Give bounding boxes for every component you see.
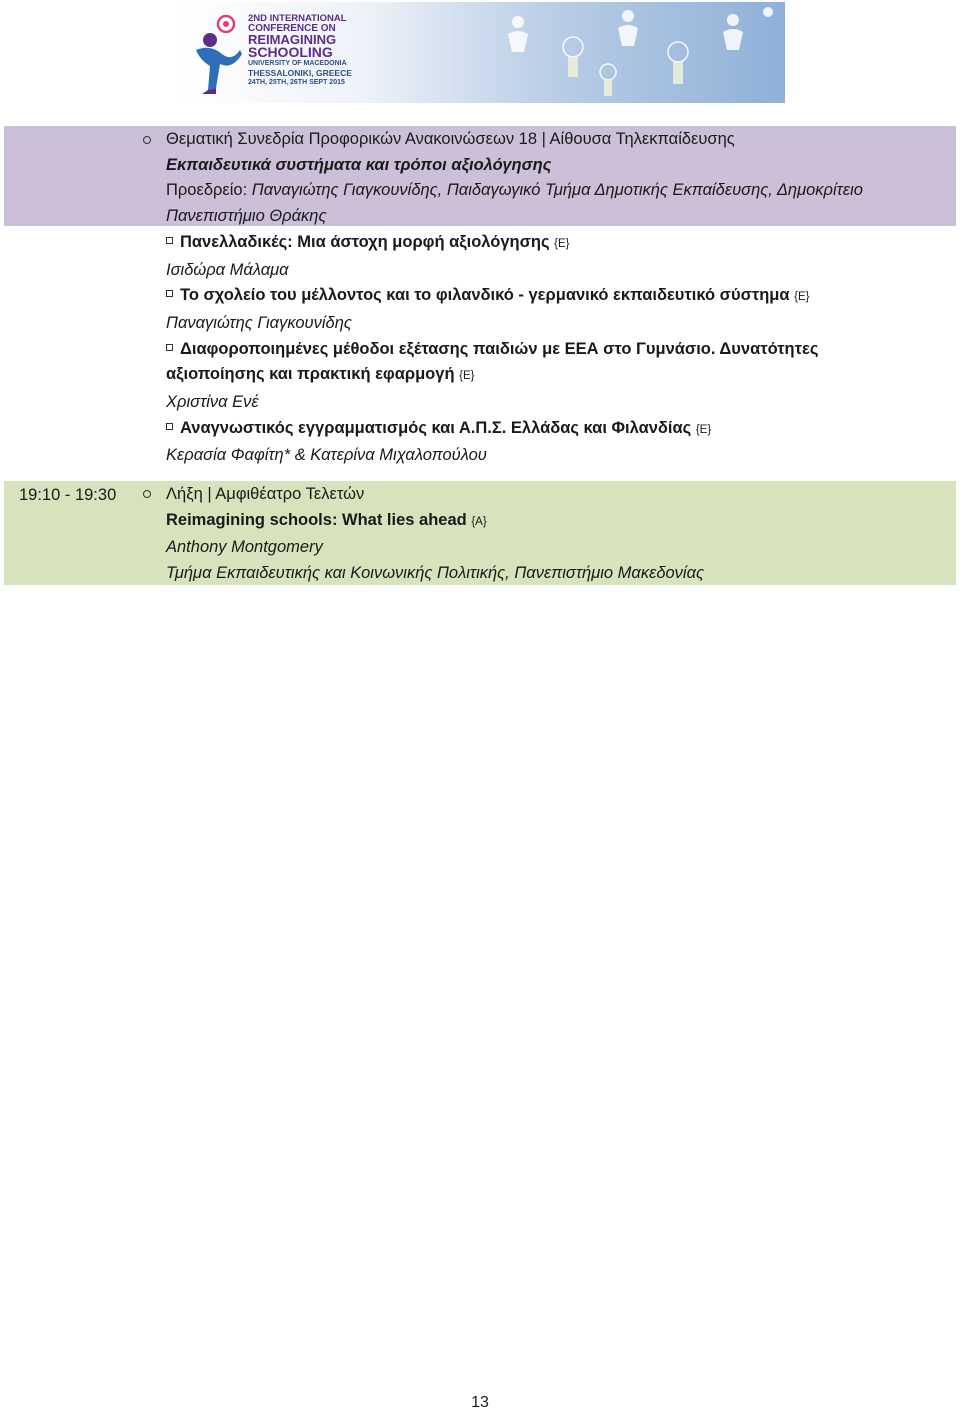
paper-authors: Ισιδώρα Μάλαμα <box>166 260 289 279</box>
session-18-block <box>4 126 956 465</box>
session-header: Θεματική Συνεδρία Προφορικών Ανακοινώσεων 18 | Αίθουσα Τηλεκπαίδευσης <box>166 130 735 148</box>
keynote-affiliation: Τμήμα Εκπαιδευτικής και Κοινωνικής Πολιτικής, Πανεπιστήμιο Μακεδονίας <box>166 564 705 583</box>
paper-bullet-icon <box>166 423 173 430</box>
paper-tag: {Ε} <box>459 370 475 383</box>
keynote-tag: {Α} <box>471 515 487 528</box>
paper-tag: {Ε} <box>794 291 810 304</box>
keynote-speaker: Anthony Montgomery <box>166 538 323 557</box>
keynote-title: Reimagining schools: What lies ahead {Α} <box>166 510 487 529</box>
paper-authors: Χριστίνα Ενέ <box>166 393 259 412</box>
closing-block <box>4 481 956 585</box>
conference-logo-figure-icon <box>188 10 248 96</box>
closing-header: Λήξη | Αμφιθέατρο Τελετών <box>166 485 365 503</box>
logo-line: THESSALONIKI, GREECE <box>248 68 352 78</box>
closing-text <box>166 482 956 587</box>
paper-title-cont: αξιοποίησης και πρακτική εφαρμογή {Ε} <box>166 365 475 384</box>
chair-label: Προεδρείο: <box>166 181 252 200</box>
logo-line: UNIVERSITY OF MACEDONIA <box>248 60 347 67</box>
session-text <box>166 127 956 469</box>
logo-line: 24TH, 25TH, 26TH SEPT 2015 <box>248 79 345 86</box>
logo-line: CONFERENCE ON <box>248 23 336 34</box>
logo-line: REIMAGINING <box>248 32 337 47</box>
paper-title: Αναγνωστικός εγγραμματισμός και Α.Π.Σ. Ελλάδας και Φιλανδίας {Ε} <box>166 416 956 444</box>
paper-bullet-icon <box>166 237 173 244</box>
session-title: Εκπαιδευτικά συστήματα και τρόποι αξιολόγησης <box>166 155 552 174</box>
logo-line: SCHOOLING <box>248 44 333 60</box>
session-bullet-icon <box>143 136 151 144</box>
paper-title: Διαφοροποιημένες μέθοδοι εξέτασης παιδιών με ΕΕΑ στο Γυμνάσιο. Δυνατότητες <box>166 337 956 363</box>
paper-title: Το σχολείο του μέλλοντος και το φιλανδικό - γερμανικό εκπαιδευτικό σύστημα {Ε} <box>166 283 956 311</box>
chair-name: Παναγιώτης Γιαγκουνίδης, Παιδαγωγικό Τμήμα Δημοτικής Εκπαίδευσης, Δημοκρίτειο <box>251 181 863 200</box>
closing-bullet-icon <box>143 490 151 498</box>
logo-line: 2ND INTERNATIONAL <box>248 13 347 24</box>
conference-banner <box>178 2 785 103</box>
session-chair-cont: Πανεπιστήμιο Θράκης <box>166 207 327 226</box>
session-chair <box>166 178 956 204</box>
paper-title: Πανελλαδικές: Μια άστοχη μορφή αξιολόγησης {Ε} <box>166 230 956 258</box>
paper-tag: {Ε} <box>554 237 570 250</box>
paper-authors: Παναγιώτης Γιαγκουνίδης <box>166 313 352 332</box>
paper-tag: {Ε} <box>695 423 712 436</box>
paper-bullet-icon <box>166 290 173 297</box>
page-number: 13 <box>471 1394 489 1411</box>
lightbulbs-illustration-icon <box>478 2 785 103</box>
paper-authors: Κερασία Φαφίτη* & Κατερίνα Μιχαλοπούλου <box>166 446 487 465</box>
paper-bullet-icon <box>166 344 173 351</box>
conference-logo-text <box>248 14 358 87</box>
closing-time: 19:10 - 19:30 <box>19 486 117 504</box>
